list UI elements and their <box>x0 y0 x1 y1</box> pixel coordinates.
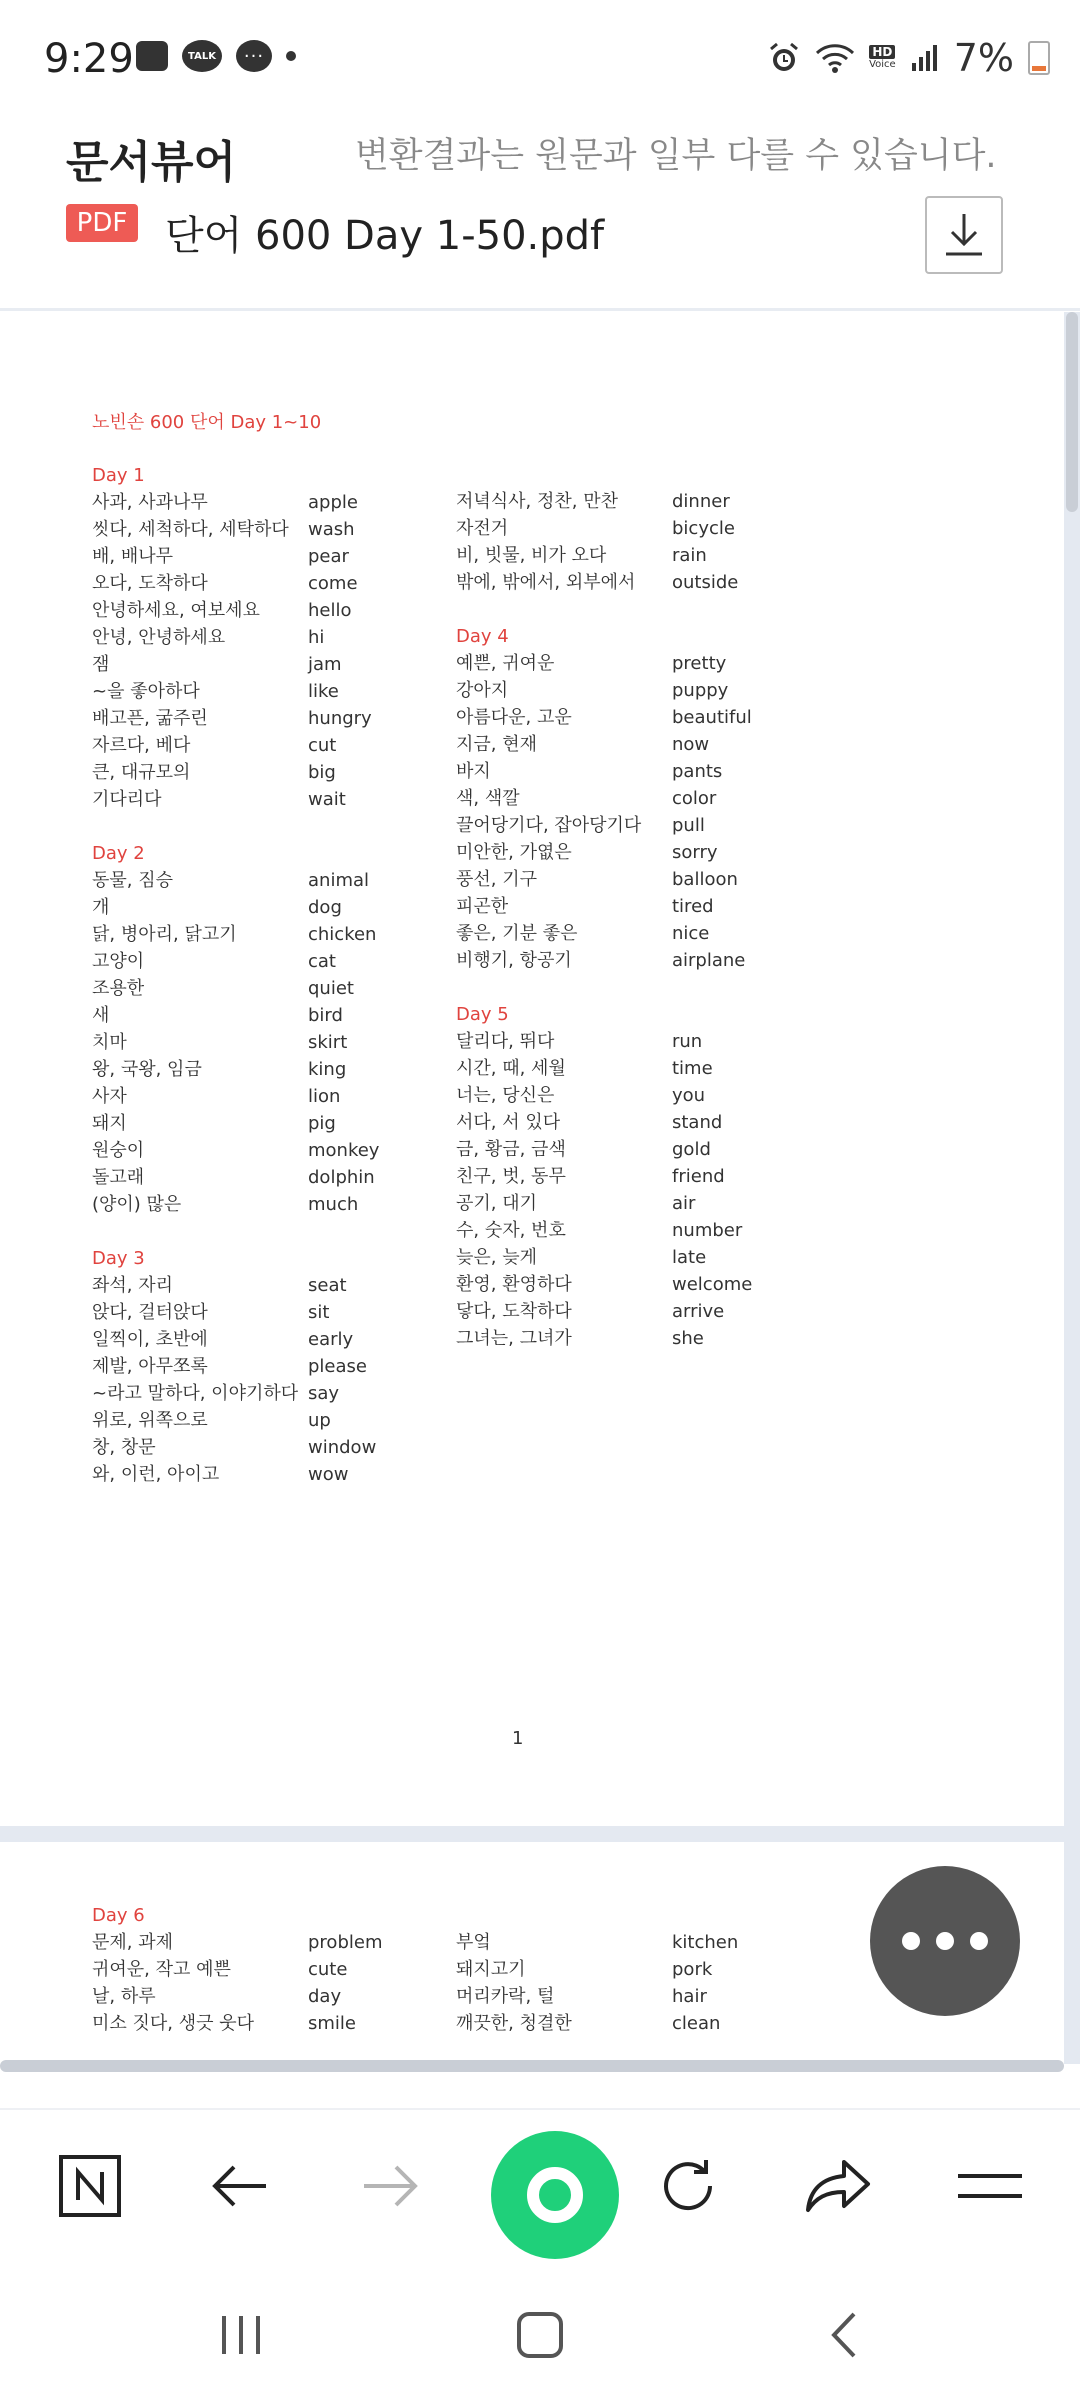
word-row <box>456 1028 752 1055</box>
english-word: cut <box>308 735 337 756</box>
korean-meaning: 피곤한 <box>456 896 509 917</box>
arrow-right-icon <box>360 2161 420 2211</box>
english-word: up <box>308 1410 331 1431</box>
alarm-icon <box>767 41 801 75</box>
korean-meaning: 기다리다 <box>92 789 162 810</box>
english-word: dinner <box>672 491 730 512</box>
korean-meaning: 서다, 서 있다 <box>456 1112 561 1133</box>
english-word: pork <box>672 1959 713 1980</box>
english-word: hair <box>672 1986 707 2007</box>
word-row <box>92 1299 379 1326</box>
word-row <box>456 515 752 542</box>
section-gap <box>456 974 752 1001</box>
english-word: run <box>672 1031 703 1052</box>
signal-icon <box>910 43 940 73</box>
korean-meaning: (양이) 많은 <box>92 1194 182 1215</box>
korean-meaning: 원숭이 <box>92 1140 145 1161</box>
page-number: 1 <box>512 1728 524 1749</box>
more-dots-icon <box>936 1932 954 1950</box>
korean-meaning: ~을 좋아하다 <box>92 681 200 702</box>
korean-meaning: 너는, 당신은 <box>456 1085 555 1106</box>
english-word: problem <box>308 1932 383 1953</box>
english-word: hi <box>308 627 325 648</box>
english-word: wow <box>308 1464 349 1485</box>
section-gap <box>456 596 752 623</box>
document-title: 노빈손 600 단어 Day 1~10 <box>92 412 322 433</box>
document-viewer[interactable] <box>0 312 1080 2064</box>
forward-button[interactable] <box>350 2146 430 2226</box>
word-row <box>92 1191 379 1218</box>
word-row <box>92 678 379 705</box>
recents-icon <box>216 2310 266 2360</box>
english-word: chicken <box>308 924 377 945</box>
korean-meaning: 깨끗한, 청결한 <box>456 2013 572 2034</box>
word-row <box>92 1983 382 2010</box>
english-word: king <box>308 1059 347 1080</box>
kakaotalk-icon: TALK <box>182 40 222 72</box>
korean-meaning: 늦은, 늦게 <box>456 1247 537 1268</box>
word-row <box>456 677 752 704</box>
word-row <box>92 597 379 624</box>
page2-column-left <box>92 1929 382 2037</box>
korean-meaning: 와, 이런, 아이고 <box>92 1464 220 1485</box>
korean-meaning: 달리다, 뛰다 <box>456 1031 555 1052</box>
word-row <box>92 1029 379 1056</box>
header-divider <box>0 308 1080 311</box>
wifi-icon <box>815 41 855 75</box>
english-word: color <box>672 788 717 809</box>
korean-meaning: 머리카락, 털 <box>456 1986 555 2007</box>
word-row <box>92 1461 379 1488</box>
english-word: time <box>672 1058 713 1079</box>
word-row <box>92 624 379 651</box>
english-word: early <box>308 1329 354 1350</box>
korean-meaning: 좌석, 자리 <box>92 1275 173 1296</box>
hd-voice-icon <box>869 45 896 71</box>
korean-meaning: 저녁식사, 정찬, 만찬 <box>456 491 618 512</box>
page2-day-title <box>92 1902 145 1929</box>
word-row <box>456 920 752 947</box>
korean-meaning: 예쁜, 귀여운 <box>456 653 555 674</box>
system-navigation-bar <box>0 2270 1080 2400</box>
english-word: sit <box>308 1302 330 1323</box>
english-word: pants <box>672 761 723 782</box>
english-word: bird <box>308 1005 343 1026</box>
korean-meaning: 배, 배나무 <box>92 546 173 567</box>
english-word: wash <box>308 519 355 540</box>
battery-percent: 7% <box>953 36 1014 80</box>
korean-meaning: 귀여운, 작고 예쁜 <box>92 1959 231 1980</box>
word-column-right <box>456 488 752 1352</box>
korean-meaning: 수, 숫자, 번호 <box>456 1220 566 1241</box>
menu-icon <box>956 2166 1024 2206</box>
more-dots-icon <box>970 1932 988 1950</box>
word-row <box>92 921 379 948</box>
korean-meaning: 위로, 위쪽으로 <box>92 1410 208 1431</box>
word-row <box>92 705 379 732</box>
korean-meaning: 닿다, 도착하다 <box>456 1301 572 1322</box>
back-button[interactable] <box>200 2146 280 2226</box>
download-button[interactable] <box>925 196 1003 274</box>
korean-meaning: 아름다운, 고운 <box>456 707 572 728</box>
english-word: late <box>672 1247 707 1268</box>
more-options-button[interactable] <box>870 1866 1020 2016</box>
message-icon <box>136 41 168 71</box>
green-circle-icon <box>490 2130 620 2260</box>
back-nav-button[interactable] <box>810 2300 880 2370</box>
korean-meaning: 돼지고기 <box>456 1959 526 1980</box>
english-word: dog <box>308 897 342 918</box>
word-row <box>92 948 379 975</box>
word-row <box>456 1136 752 1163</box>
voice-label: Voice <box>869 59 896 70</box>
english-word: come <box>308 573 358 594</box>
english-word: number <box>672 1220 743 1241</box>
word-row <box>92 1002 379 1029</box>
korean-meaning: 친구, 벗, 동무 <box>456 1166 566 1187</box>
english-word: friend <box>672 1166 725 1187</box>
english-word: cat <box>308 951 336 972</box>
word-row <box>456 812 752 839</box>
korean-meaning: 좋은, 기분 좋은 <box>456 923 578 944</box>
app-title: 문서뷰어 <box>66 137 237 188</box>
korean-meaning: 색, 색깔 <box>456 788 520 809</box>
korean-meaning: 왕, 국왕, 임금 <box>92 1059 202 1080</box>
korean-meaning: 치마 <box>92 1032 127 1053</box>
section-gap <box>92 1218 379 1245</box>
chat-dots-icon: ··· <box>236 40 272 72</box>
page2-column-right <box>456 1929 738 2037</box>
pdf-badge: PDF <box>66 204 138 242</box>
korean-meaning: 씻다, 세척하다, 세탁하다 <box>92 519 289 540</box>
korean-meaning: 사자 <box>92 1086 127 1107</box>
conversion-note: 변환결과는 원문과 일부 다를 수 있습니다. <box>355 136 997 176</box>
word-row <box>456 866 752 893</box>
word-row <box>92 759 379 786</box>
day-heading: Day 6 <box>92 1905 145 1926</box>
day-heading: Day 1 <box>92 465 145 486</box>
korean-meaning: 앉다, 걸터앉다 <box>92 1302 208 1323</box>
korean-meaning: 조용한 <box>92 978 145 999</box>
word-row <box>92 732 379 759</box>
english-word: sorry <box>672 842 718 863</box>
korean-meaning: 돌고래 <box>92 1167 145 1188</box>
korean-meaning: ~라고 말하다, 이야기하다 <box>92 1383 299 1404</box>
korean-meaning: 큰, 대규모의 <box>92 762 191 783</box>
word-row <box>456 488 752 515</box>
english-word: she <box>672 1328 704 1349</box>
word-row <box>92 867 379 894</box>
korean-meaning: 안녕, 안녕하세요 <box>92 627 226 648</box>
word-row <box>92 786 379 813</box>
word-row <box>92 1326 379 1353</box>
word-row <box>456 1190 752 1217</box>
english-word: animal <box>308 870 370 891</box>
english-word: dolphin <box>308 1167 375 1188</box>
korean-meaning: 새 <box>92 1005 110 1026</box>
english-word: seat <box>308 1275 347 1296</box>
word-row <box>92 543 379 570</box>
refresh-icon <box>656 2154 720 2218</box>
english-word: airplane <box>672 950 746 971</box>
horizontal-scrollbar[interactable] <box>0 2060 1064 2072</box>
pdf-page-1 <box>0 312 1064 1826</box>
korean-meaning: 환영, 환영하다 <box>456 1274 572 1295</box>
word-row <box>456 704 752 731</box>
word-row <box>92 1137 379 1164</box>
korean-meaning: 금, 황금, 금색 <box>456 1139 566 1160</box>
refresh-button[interactable] <box>648 2146 728 2226</box>
korean-meaning: 오다, 도착하다 <box>92 573 208 594</box>
korean-meaning: 닭, 병아리, 닭고기 <box>92 924 237 945</box>
word-row <box>456 785 752 812</box>
word-row <box>92 2010 382 2037</box>
korean-meaning: 강아지 <box>456 680 509 701</box>
word-row <box>92 1110 379 1137</box>
english-word: lion <box>308 1086 341 1107</box>
word-row <box>92 1380 379 1407</box>
word-row <box>456 1082 752 1109</box>
battery-icon <box>1028 41 1050 75</box>
word-row <box>456 893 752 920</box>
korean-meaning: 밖에, 밖에서, 외부에서 <box>456 572 636 593</box>
word-row <box>456 650 752 677</box>
download-icon <box>942 210 986 260</box>
english-word: gold <box>672 1139 711 1160</box>
korean-meaning: 제발, 아무쪼록 <box>92 1356 208 1377</box>
word-row <box>92 975 379 1002</box>
home-nav-button[interactable] <box>505 2300 575 2370</box>
korean-meaning: 미소 짓다, 생긋 웃다 <box>92 2013 254 2034</box>
word-row <box>92 651 379 678</box>
english-word: hungry <box>308 708 372 729</box>
korean-meaning: 잼 <box>92 654 110 675</box>
korean-meaning: 돼지 <box>92 1113 127 1134</box>
korean-meaning: 공기, 대기 <box>456 1193 537 1214</box>
word-row <box>456 731 752 758</box>
day-heading: Day 4 <box>456 626 509 647</box>
english-word: monkey <box>308 1140 380 1161</box>
system-icons <box>767 36 1050 80</box>
english-word: smile <box>308 2013 356 2034</box>
file-name: 단어 600 Day 1-50.pdf <box>165 213 605 259</box>
word-row <box>456 1271 752 1298</box>
english-word: say <box>308 1383 340 1404</box>
day-heading: Day 2 <box>92 843 145 864</box>
notification-icons <box>136 40 296 72</box>
back-chevron-icon <box>820 2310 870 2360</box>
english-word: rain <box>672 545 707 566</box>
english-word: hello <box>308 600 352 621</box>
share-button[interactable] <box>798 2146 878 2226</box>
english-word: stand <box>672 1112 723 1133</box>
english-word: air <box>672 1193 696 1214</box>
english-word: welcome <box>672 1274 753 1295</box>
section-gap <box>92 813 379 840</box>
korean-meaning: 창, 창문 <box>92 1437 156 1458</box>
word-row <box>456 542 752 569</box>
more-notifications-dot-icon <box>286 51 296 61</box>
word-row <box>456 1298 752 1325</box>
english-word: bicycle <box>672 518 735 539</box>
korean-meaning: 그녀는, 그녀가 <box>456 1328 572 1349</box>
word-row <box>92 489 379 516</box>
word-row <box>456 1217 752 1244</box>
more-dots-icon <box>902 1932 920 1950</box>
korean-meaning: 문제, 과제 <box>92 1932 173 1953</box>
word-row <box>92 570 379 597</box>
word-row <box>92 1353 379 1380</box>
korean-meaning: 동물, 짐승 <box>92 870 173 891</box>
english-word: day <box>308 1986 342 2007</box>
naver-home-button[interactable] <box>50 2146 130 2226</box>
word-column-left <box>92 462 379 1488</box>
english-word: outside <box>672 572 739 593</box>
word-row <box>456 2010 738 2037</box>
word-row <box>92 516 379 543</box>
english-word: pretty <box>672 653 727 674</box>
english-word: window <box>308 1437 377 1458</box>
word-row <box>92 1434 379 1461</box>
word-row <box>92 1956 382 1983</box>
word-row <box>456 1983 738 2010</box>
naver-n-icon <box>58 2154 122 2218</box>
english-word: pear <box>308 546 349 567</box>
word-row <box>92 1407 379 1434</box>
day-heading: Day 3 <box>92 1248 145 1269</box>
korean-meaning: 자르다, 베다 <box>92 735 191 756</box>
english-word: skirt <box>308 1032 348 1053</box>
korean-meaning: 부엌 <box>456 1932 491 1953</box>
english-word: now <box>672 734 710 755</box>
english-word: arrive <box>672 1301 725 1322</box>
english-word: balloon <box>672 869 738 890</box>
korean-meaning: 바지 <box>456 761 491 782</box>
word-row <box>456 758 752 785</box>
home-square-icon <box>515 2310 565 2360</box>
menu-button[interactable] <box>950 2146 1030 2226</box>
vertical-scrollbar[interactable] <box>1066 312 1078 512</box>
recents-button[interactable] <box>206 2300 276 2370</box>
word-row <box>92 1056 379 1083</box>
english-word: much <box>308 1194 359 1215</box>
english-word: clean <box>672 2013 721 2034</box>
english-word: you <box>672 1085 706 1106</box>
english-word: pull <box>672 815 705 836</box>
korean-meaning: 배고픈, 굶주린 <box>92 708 208 729</box>
english-word: nice <box>672 923 710 944</box>
word-row <box>456 1929 738 1956</box>
browser-toolbar <box>0 2108 1080 2260</box>
word-row <box>456 1325 752 1352</box>
word-row <box>456 1109 752 1136</box>
day-heading: Day 5 <box>456 1004 509 1025</box>
korean-meaning: 미안한, 가엾은 <box>456 842 572 863</box>
word-row <box>456 1956 738 1983</box>
korean-meaning: 지금, 현재 <box>456 734 537 755</box>
word-row <box>92 894 379 921</box>
english-word: pig <box>308 1113 336 1134</box>
word-row <box>92 1083 379 1110</box>
word-row <box>92 1164 379 1191</box>
english-word: puppy <box>672 680 729 701</box>
status-time: 9:29 <box>44 36 134 82</box>
word-row <box>456 1244 752 1271</box>
word-row <box>456 569 752 596</box>
english-word: please <box>308 1356 367 1377</box>
english-word: beautiful <box>672 707 752 728</box>
english-word: big <box>308 762 336 783</box>
korean-meaning: 안녕하세요, 여보세요 <box>92 600 260 621</box>
status-bar <box>0 0 1080 120</box>
word-row <box>456 1055 752 1082</box>
korean-meaning: 개 <box>92 897 110 918</box>
english-word: cute <box>308 1959 348 1980</box>
korean-meaning: 끌어당기다, 잡아당기다 <box>456 815 642 836</box>
green-dot-button[interactable] <box>490 2130 620 2260</box>
korean-meaning: 비행기, 항공기 <box>456 950 572 971</box>
korean-meaning: 일찍이, 초반에 <box>92 1329 208 1350</box>
korean-meaning: 고양이 <box>92 951 145 972</box>
korean-meaning: 날, 하루 <box>92 1986 156 2007</box>
korean-meaning: 비, 빗물, 비가 오다 <box>456 545 607 566</box>
english-word: tired <box>672 896 714 917</box>
korean-meaning: 자전거 <box>456 518 509 539</box>
english-word: wait <box>308 789 346 810</box>
word-row <box>92 1929 382 1956</box>
korean-meaning: 시간, 때, 세월 <box>456 1058 566 1079</box>
english-word: kitchen <box>672 1932 739 1953</box>
english-word: like <box>308 681 339 702</box>
arrow-left-icon <box>210 2161 270 2211</box>
word-row <box>92 1272 379 1299</box>
word-row <box>456 1163 752 1190</box>
korean-meaning: 사과, 사과나무 <box>92 492 208 513</box>
korean-meaning: 풍선, 기구 <box>456 869 537 890</box>
word-row <box>456 947 752 974</box>
word-row <box>456 839 752 866</box>
share-icon <box>804 2156 872 2216</box>
hd-label: HD <box>869 45 895 59</box>
english-word: quiet <box>308 978 354 999</box>
english-word: jam <box>308 654 342 675</box>
english-word: apple <box>308 492 358 513</box>
